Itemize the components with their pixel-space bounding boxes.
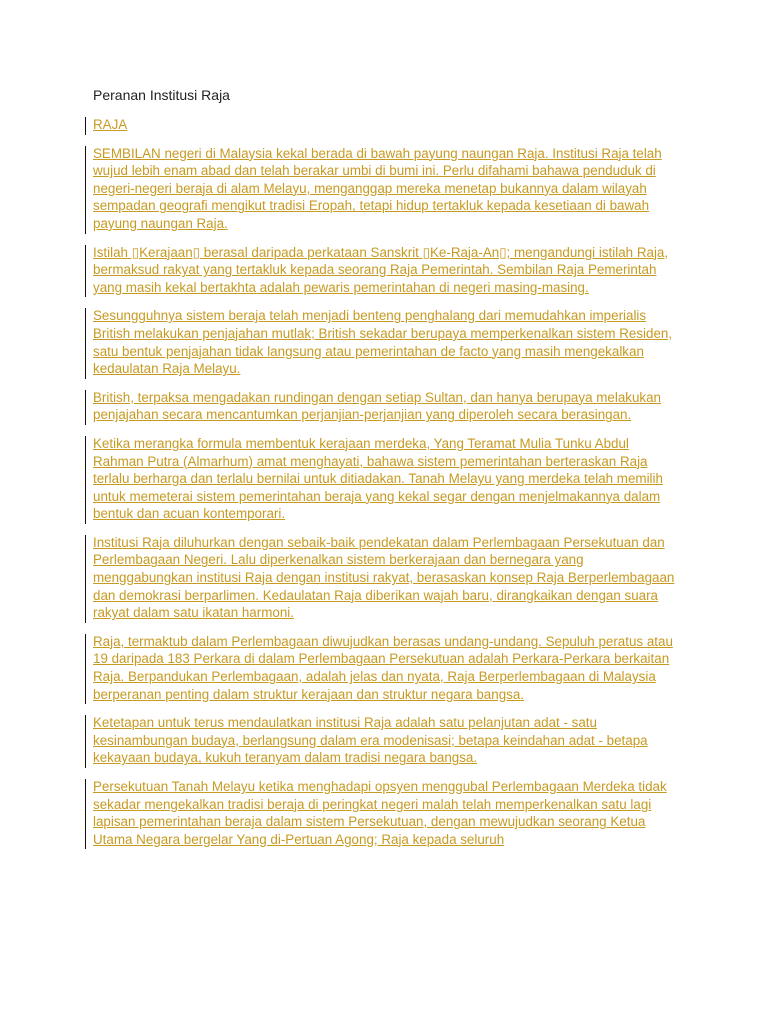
revision-bar — [85, 245, 86, 298]
revision-bar — [85, 390, 86, 425]
paragraph-text[interactable]: SEMBILAN negeri di Malaysia kekal berada di bawah payung naungan Raja. Institusi Raja telah wujud lebih enam abad dan telah berakar umbi di bumi ini. Perlu difahami bahawa penduduk di negeri-negeri beraja di alam Melayu, menganggap mereka menetap bukannya dalam wilayah sempadan geografi mengikut tradisi Eropah, tetapi hidup tertakluk kepada kesetiaan di bawah payung naungan Raja. — [93, 145, 662, 231]
paragraph-text[interactable]: British, terpaksa mengadakan rundingan dengan setiap Sultan, dan hanya berupaya melakukan penjajahan secara mencantumkan perjanjian-perjanjian yang diperoleh secara berasingan. — [93, 389, 662, 423]
paragraph-text[interactable]: Persekutuan Tanah Melayu ketika menghadapi opsyen menggubal Perlembagaan Merdeka tidak sekadar mengekalkan tradisi beraja di peringkat negeri malah telah memperkenalkan satu lagi lapisan pemerintahan beraja dalam sistem Persekutuan, dengan mewujudkan seorang Ketua Utama Negara bergelar Yang di-Pertuan Agong; Raja kepada seluruh — [93, 779, 667, 847]
paragraph-text[interactable]: Institusi Raja diluhurkan dengan sebaik-baik pendekatan dalam Perlembagaan Persekutuan dan Perlembagaan Negeri. Lalu diperkenalkan sistem berkerajaan dan bernegara yang menggabungkan institusi Raja dengan institusi rakyat, berasaskan konsep Raja Berperlembagaan dan demokrasi berparlimen. Kedaulatan Raja diberikan wajah baru, dirangkaikan dengan suara rakyat dalam satu ikatan harmoni. — [93, 534, 675, 621]
revision-bar — [85, 146, 86, 234]
paragraph-sistem-beraja — [93, 307, 683, 377]
paragraph-persekutuan — [93, 778, 683, 848]
paragraph-text[interactable]: Raja, termaktub dalam Perlembagaan diwujudkan berasas undang-undang. Sepuluh peratus atau 19 daripada 183 Perkara di dalam Perlembagaan Persekutuan adalah Perkara-Perkara berkaitan Raja. Berpandukan Perlembagaan, adalah jelas dan nyata, Raja Berperlembagaan di Malaysia berperanan penting dalam struktur kerajaan dan struktur negara bangsa. — [93, 633, 673, 702]
paragraph-text[interactable]: Sesungguhnya sistem beraja telah menjadi benteng penghalang dari memudahkan imperialis British melakukan penjajahan mutlak; British sekadar berupaya memperkenalkan sistem Residen, satu bentuk penjajahan tidak langsung atau pemerintahan de facto yang masih mengekalkan kedaulatan Raja Melayu. — [93, 308, 673, 377]
document-body — [93, 116, 683, 859]
paragraph-text[interactable]: Istilah ▯Kerajaan▯ berasal daripada perkataan Sanskrit ▯Ke-Raja-An▯; mengandungi istilah Raja, bermaksud rakyat yang tertakluk kepada seorang Raja Pemerintah. Sembilan Raja Pemerintah yang masih kekal bertakhta adalah pewaris pemerintahan di negeri masing-masing. — [93, 244, 669, 295]
paragraph-ketetapan — [93, 714, 683, 767]
revision-bar — [85, 535, 86, 623]
paragraph-istilah-kerajaan — [93, 244, 683, 297]
paragraph-kerajaan-merdeka — [93, 435, 683, 523]
paragraph-british — [93, 389, 683, 424]
paragraph-text[interactable]: Ketika merangka formula membentuk kerajaan merdeka, Yang Teramat Mulia Tunku Abdul Rahman Putra (Almarhum) amat menghayati, bahawa sistem pemerintahan berteraskan Raja terlalu berharga dan terlalu bernilai untuk ditiadakan. Tanah Melayu yang merdeka telah memilih untuk memeterai sistem pemerintahan beraja yang kekal segar dengan menjelmakannya dalam bentuk dan acuan kontemporari. — [93, 435, 663, 522]
paragraph-text[interactable]: Ketetapan untuk terus mendaulatkan institusi Raja adalah satu pelanjutan adat - satu kesinambungan budaya, berlangsung dalam era modenisasi; betapa keindahan adat - betapa kekayaan budaya, kukuh teranyam dalam tradisi negara bangsa. — [93, 715, 648, 766]
revision-bar — [85, 779, 86, 849]
paragraph-sembilan-negeri — [93, 145, 683, 233]
paragraph-raja — [93, 116, 683, 134]
paragraph-perlembagaan — [93, 633, 683, 703]
revision-bar — [85, 308, 86, 378]
document-title: Peranan Institusi Raja — [93, 87, 230, 103]
revision-bar — [85, 436, 86, 524]
revision-bar — [85, 715, 86, 768]
paragraph-institusi-raja — [93, 534, 683, 622]
paragraph-text[interactable]: RAJA — [93, 117, 128, 132]
revision-bar — [85, 117, 86, 135]
revision-bar — [85, 634, 86, 704]
